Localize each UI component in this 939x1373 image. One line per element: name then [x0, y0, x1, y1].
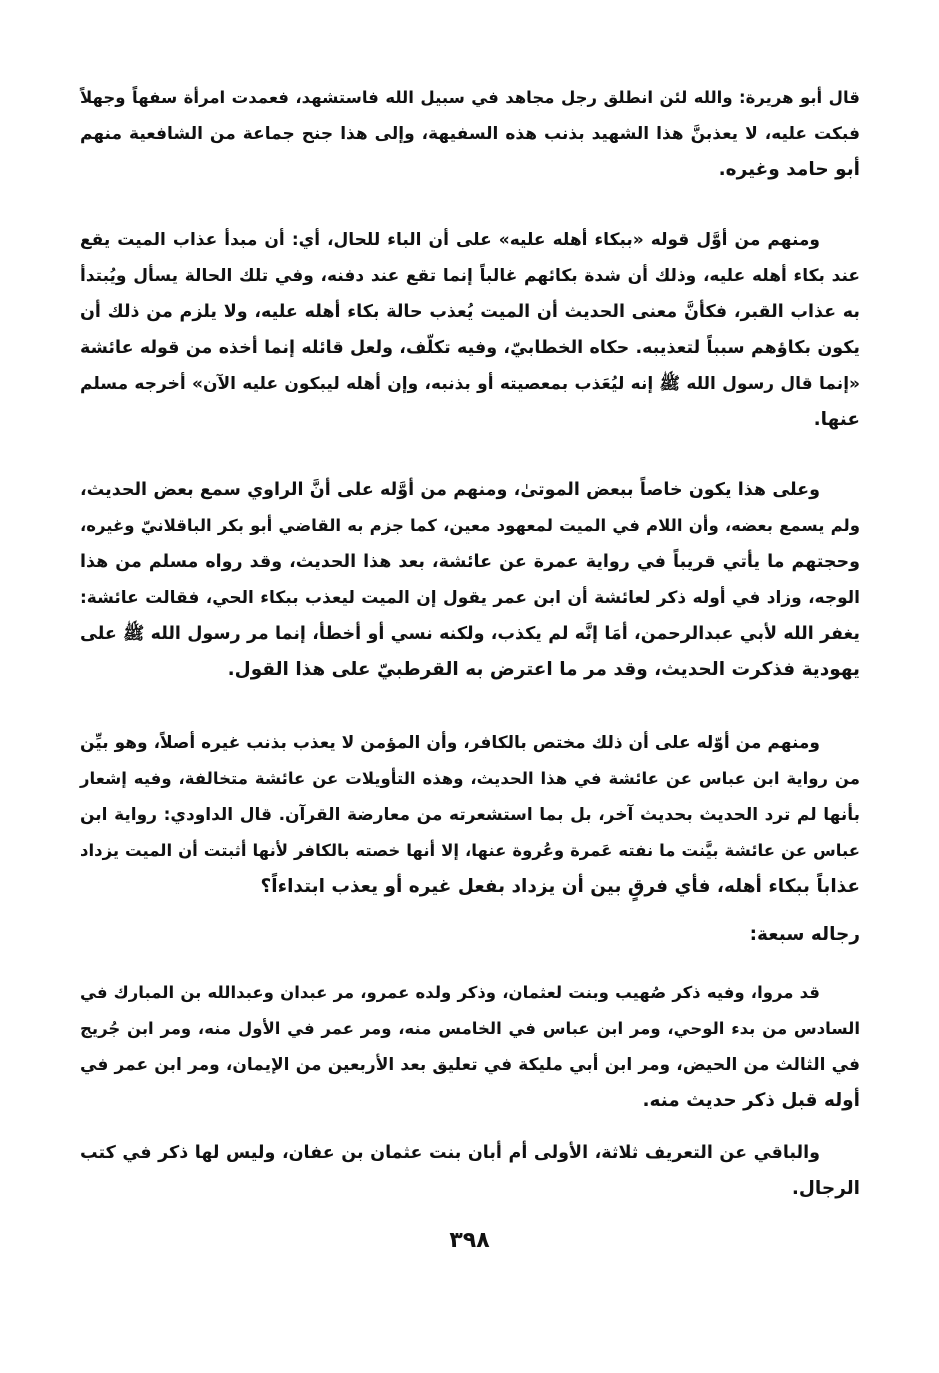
text-line: فبكت عليه، لا يعذبنَّ هذا الشهيد بذنب هذه السفيهة، وإلى هذا جنح جماعة من الشافعية منهم — [80, 124, 860, 144]
text-line: يغفر الله لأبي عبدالرحمن، أمَا إنَّه لم يكذب، ولكنه نسي أو أخطأ، إنما مر رسول الله ﷺ على — [80, 624, 860, 644]
page-number: ٣٩٨ — [449, 1228, 490, 1253]
text-line: في الثالث من الحيض، ومر ابن أبي مليكة في تعليق بعد الأربعين من الإيمان، ومر ابن عمر في — [80, 1055, 860, 1075]
text-line: وعلى هذا يكون خاصاً ببعض الموتىٰ، ومنهم من أوَّله على أنَّ الراوي سمع بعض الحديث، — [80, 480, 820, 500]
text-line: عباس عن عائشة بيَّنت ما نفته عَمرة وعُروة عنها، إلا أنها خصته بالكافر لأنها أثبتت أن الميت يزداد — [80, 841, 860, 860]
paragraph-abu-hurayra — [80, 80, 860, 188]
text-line: والباقي عن التعريف ثلاثة، الأولى أم أبان بنت عثمان بن عفان، وليس لها ذكر في كتب — [80, 1143, 820, 1163]
text-line: يهودية فذكرت الحديث، وقد مر ما اعترض به القرطبيّ على هذا القول. — [227, 659, 860, 680]
paragraph-interpretation-3 — [80, 725, 860, 905]
text-line: الرجال. — [791, 1178, 860, 1199]
text-line: يكون بكاؤهم سبباً لتعذيبه. حكاه الخطابيّ، وفيه تكلّف، ولعل قائله إنما أخذه من قوله عائشة — [80, 338, 860, 358]
text-line: أوله قبل ذكر حديث منه. — [642, 1090, 860, 1111]
section-heading — [80, 917, 860, 953]
text-line: الوجه، وزاد في أوله ذكر لعائشة أن ابن عمر يقول إن الميت ليعذب ببكاء الحي، فقالت عائشة: — [80, 588, 860, 608]
text-line: «إنما قال رسول الله ﷺ إنه ليُعَذب بمعصيته أو بذنبه، وإن أهله ليبكون عليه الآن» أخرجه مسلم — [80, 374, 860, 394]
text-line: من رواية ابن عباس عن عائشة في هذا الحديث، وهذه التأويلات عن عائشة متخالفة، وفيه إشعار — [80, 769, 860, 788]
text-line: أبو حامد وغيره. — [718, 159, 860, 180]
paragraph-narrators — [80, 975, 860, 1119]
text-line: ومنهم من أوّله على أن ذلك مختص بالكافر، وأن المؤمن لا يعذب بذنب غيره أصلاً، وهو بيِّن — [80, 733, 820, 753]
heading-narrators: رجاله سبعة: — [749, 924, 860, 945]
text-line: عذاباً ببكاء أهله، فأي فرقٍ بين أن يزداد بفعل غيره أو يعذب ابتداءاً؟ — [260, 876, 860, 897]
text-line: السادس من بدء الوحي، ومر ابن عباس في الخامس منه، ومر عمر في الأول منه، ومر ابن جُريج — [80, 1019, 860, 1038]
paragraph-interpretation-2 — [80, 472, 860, 688]
text-line: وحجتهم ما يأتي قريباً في رواية عمرة عن عائشة، بعد هذا الحديث، وقد رواه مسلم من هذا — [80, 552, 860, 572]
text-line: عنها. — [813, 409, 860, 430]
text-line: ومنهم من أوَّل قوله «ببكاء أهله عليه» على أن الباء للحال، أي: أن مبدأ عذاب الميت يقع — [80, 230, 820, 250]
paragraph-interpretation-1 — [80, 222, 860, 438]
text-line: عند بكاء أهله عليه، وذلك أن شدة بكائهم غالباً إنما تقع عند دفنه، وفي تلك الحالة يسأل ويُبتدأ — [80, 266, 860, 286]
text-line: ولم يسمع بعضه، وأن اللام في الميت لمعهود معين، كما جزم به القاضي أبو بكر الباقلانيّ وغيره، — [80, 516, 860, 535]
text-line: به عذاب القبر، فكأنَّ معنى الحديث أن الميت يُعذب حالة بكاء أهله عليه، ولا يلزم من ذلك أن — [80, 302, 860, 322]
text-line: قد مروا، وفيه ذكر صُهيب وبنت لعثمان، وذكر ولده عمرو، مر عبدان وعبدالله بن المبارك في — [80, 983, 820, 1002]
text-line: قال أبو هريرة: والله لئن انطلق رجل مجاهد في سبيل الله فاستشهد، فعمدت امرأة سفهاً وجهلاً — [80, 88, 860, 107]
paragraph-remaining — [80, 1135, 860, 1207]
text-line: بأنها لم ترد الحديث بحديث آخر، بل بما استشعرته من معارضة القرآن. قال الداودي: رواية ابن — [80, 805, 860, 825]
